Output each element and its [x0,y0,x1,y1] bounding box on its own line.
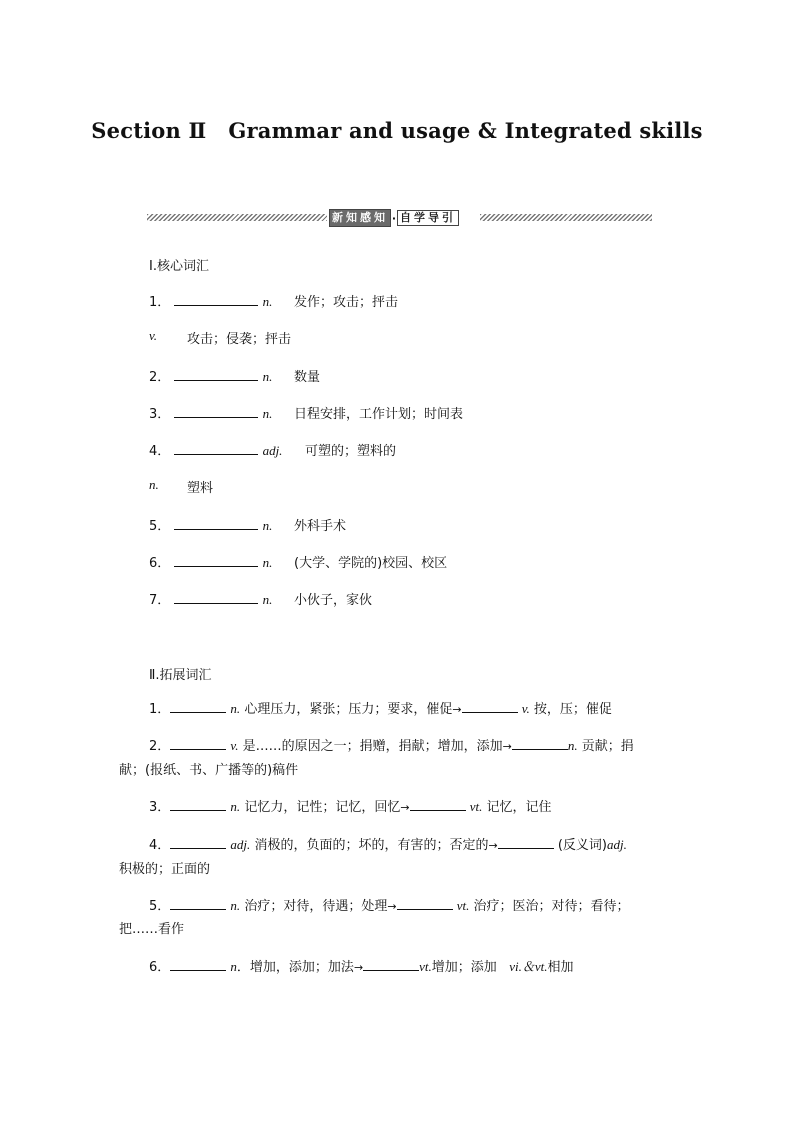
item-meaning: 增加；添加 [431,960,497,975]
item-number: 6． [149,960,171,975]
section-subtitle: Grammar and usage & Integrated skills [228,118,703,143]
arrow-icon: → [387,900,397,913]
badge-dot: · [391,211,397,225]
part-of-speech: adj. [606,837,627,852]
answer-blank[interactable] [462,700,518,713]
list-item [149,589,649,608]
item-meaning: (大学、学院的)校园、校区 [294,556,448,571]
item-number: 6． [149,556,171,571]
part-of-speech: n. [262,406,273,421]
item-meaning: 治疗；对待，待遇；处理 [244,899,388,914]
part-of-speech: n [230,959,237,974]
section-heading-core-vocab: Ⅰ.核心词汇 [149,259,209,274]
list-item-continuation: 献；(报纸、书、广播等的)稿件 [119,763,299,778]
part-of-speech: n. [230,799,241,814]
answer-blank[interactable] [174,517,258,530]
section-heading-extended-vocab: Ⅱ.拓展词汇 [149,668,212,683]
item-meaning: 相加 [547,960,574,975]
item-meaning: 心理压力，紧张；压力；要求，催促 [244,702,453,717]
part-of-speech: vt. [456,898,470,913]
list-item [149,366,649,385]
part-of-speech: n. [262,369,273,384]
item-meaning: 小伙子，家伙 [294,593,373,608]
answer-blank[interactable] [170,897,226,910]
item-meaning: (反义词) [557,838,607,853]
item-meaning: 按，压；催促 [533,702,612,717]
section-banner [147,209,652,227]
answer-blank[interactable] [174,554,258,567]
part-of-speech: adj. [262,443,283,458]
part-of-speech: n. [567,738,578,753]
answer-blank[interactable] [174,368,258,381]
answer-blank[interactable] [512,737,568,750]
list-item [149,328,649,347]
item-meaning: 治疗；医治；对待；看待； [473,899,630,914]
badge-new-knowledge: 新知感知 [329,209,391,227]
part-of-speech: vt. [469,799,483,814]
item-meaning: 可塑的；塑料的 [305,444,397,459]
answer-blank[interactable] [170,958,226,971]
part-of-speech: n. [262,294,273,309]
item-number: 2． [149,739,171,754]
item-number: 4． [149,838,171,853]
list-item [149,697,679,721]
answer-blank[interactable] [363,958,419,971]
list-item [149,734,679,758]
list-item [149,515,649,534]
answer-blank[interactable] [170,737,226,750]
list-item-continuation: 积极的；正面的 [119,862,211,877]
item-meaning: 塑料 [187,481,214,496]
part-of-speech: n. [262,555,273,570]
list-item [149,440,649,459]
item-number: 2． [149,370,171,385]
item-number: 3． [149,800,171,815]
list-item-continuation: 把……看作 [119,922,185,937]
banner-stripe-right [480,214,652,221]
item-number: 3． [149,407,171,422]
answer-blank[interactable] [397,897,453,910]
page-title [0,118,794,143]
item-meaning: ．增加，添加；加法 [236,960,354,975]
arrow-icon: → [488,839,498,852]
item-meaning: 是……的原因之一；捐赠，捐献；增加，添加 [242,739,503,754]
answer-blank[interactable] [410,798,466,811]
badge-self-study: 自学导引 [397,210,459,226]
list-item [149,894,679,918]
item-number: 1． [149,295,171,310]
list-item [149,552,649,571]
arrow-icon: → [502,740,512,753]
list-item [149,477,649,496]
list-item [149,833,679,857]
item-meaning: 攻击；侵袭；抨击 [187,332,292,347]
answer-blank[interactable] [174,442,258,455]
item-number: 7． [149,593,171,608]
list-item [149,291,649,310]
answer-blank[interactable] [174,405,258,418]
part-of-speech: n. [230,898,241,913]
part-of-speech: n. [149,477,159,492]
part-of-speech: v. [521,701,530,716]
item-meaning: 记忆，记住 [486,800,552,815]
part-of-speech: v. [149,328,158,343]
item-number: 5． [149,519,171,534]
banner-stripe-left [147,214,327,221]
banner-badges [329,209,459,227]
answer-blank[interactable] [170,798,226,811]
arrow-icon: → [452,703,462,716]
item-meaning: 外科手术 [294,519,347,534]
answer-blank[interactable] [174,293,258,306]
item-meaning: 贡献；捐 [581,739,634,754]
answer-blank[interactable] [170,836,226,849]
part-of-speech: vt. [419,959,432,974]
item-number: 4． [149,444,171,459]
part-of-speech: v. [230,738,239,753]
part-of-speech: vi.＆vt. [509,959,548,974]
section-label: Section Ⅱ [91,118,207,143]
list-item [149,955,679,979]
item-meaning: 发作；攻击；抨击 [294,295,399,310]
item-meaning: 日程安排，工作计划；时间表 [294,407,464,422]
part-of-speech: adj. [230,837,251,852]
list-item [149,795,679,819]
item-number: 1． [149,702,171,717]
item-meaning: 数量 [294,370,321,385]
part-of-speech: n. [230,701,241,716]
part-of-speech: n. [262,518,273,533]
answer-blank[interactable] [170,700,226,713]
list-item [149,403,649,422]
item-number: 5． [149,899,171,914]
item-meaning: 记忆力，记性；记忆，回忆 [244,800,401,815]
arrow-icon: → [353,961,364,974]
answer-blank[interactable] [498,836,554,849]
item-meaning: 消极的，负面的；坏的，有害的；否定的 [254,838,489,853]
arrow-icon: → [400,801,410,814]
part-of-speech: n. [262,592,273,607]
answer-blank[interactable] [174,591,258,604]
